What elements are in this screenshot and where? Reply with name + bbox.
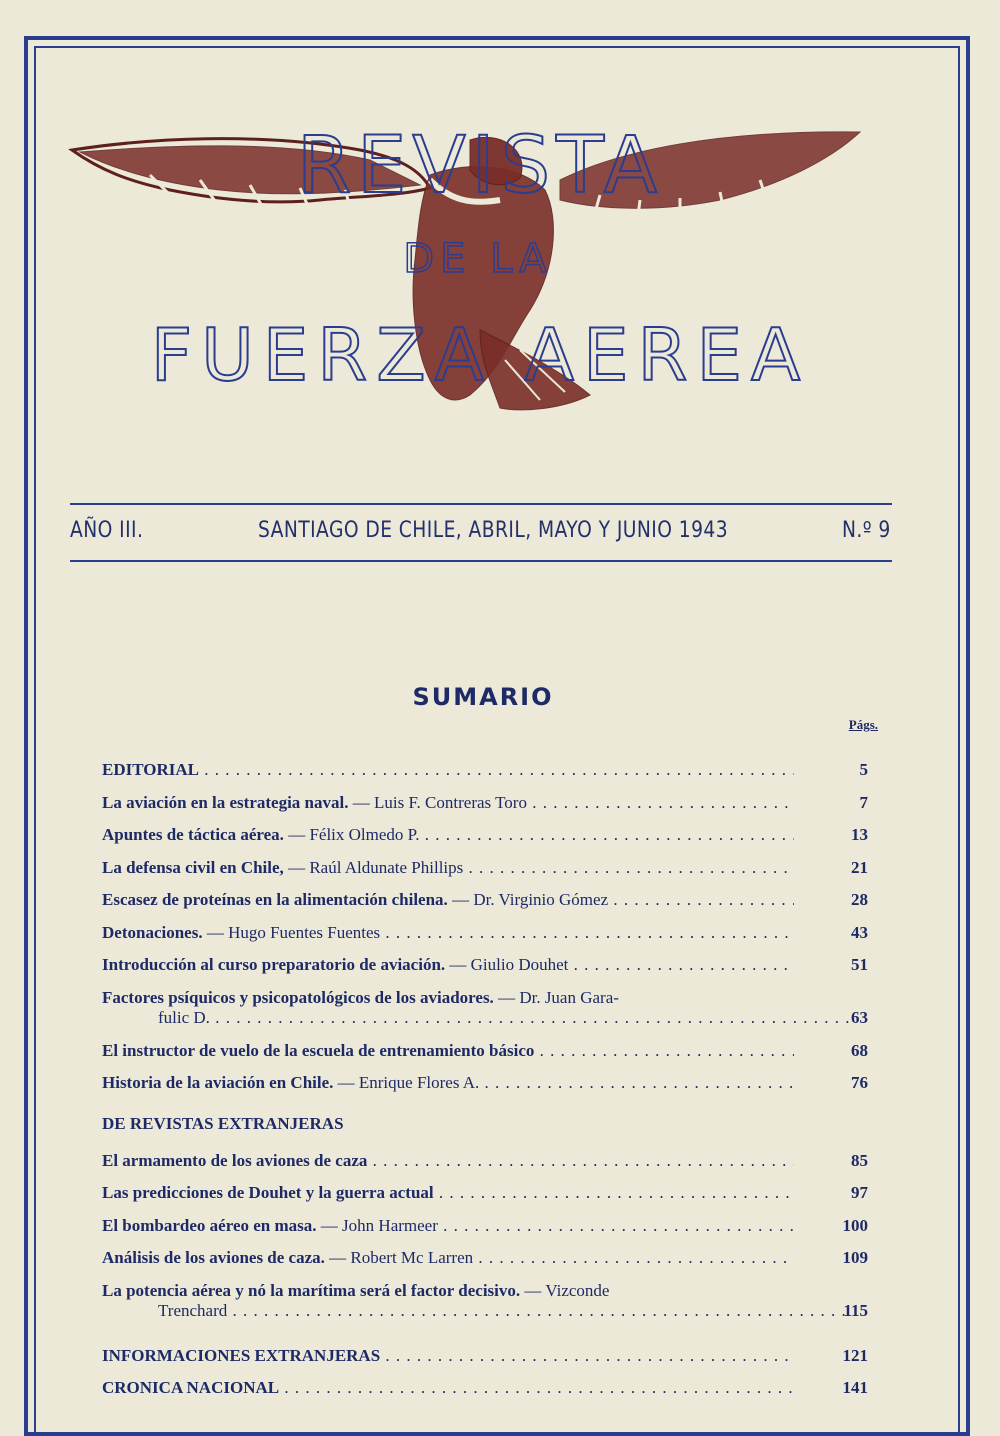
toc-entry-text (102, 1073, 794, 1093)
toc-entry-page: 100 (842, 1215, 868, 1235)
rule-top (70, 503, 892, 505)
rule-bottom (70, 560, 892, 562)
toc-entry-text (102, 1346, 794, 1366)
toc-entry-title: Análisis de los aviones de caza. (102, 1248, 325, 1267)
toc-entry-cont-text (102, 1008, 850, 1028)
toc-entry-page: 51 (851, 955, 868, 974)
toc-entry (102, 760, 892, 786)
toc-entry-text (102, 858, 794, 878)
toc-entry-title: EDITORIAL (102, 760, 199, 779)
toc-entry-author: — John Harmeer (316, 1215, 438, 1235)
toc-entry-text (102, 1248, 794, 1268)
toc-entry-cont: fulic D. (158, 1007, 210, 1027)
toc-entry-page: 76 (851, 1073, 868, 1092)
toc-entry-title: Historia de la aviación en Chile. (102, 1073, 334, 1092)
toc-entry-page: 13 (851, 825, 868, 844)
toc-entry-text (102, 890, 794, 910)
toc-entry-author: — Luis F. Contreras Toro (348, 792, 527, 812)
toc-entry-page: 85 (851, 1150, 868, 1170)
toc-entry-title: La aviación en la estrategia naval. (102, 792, 349, 812)
toc-entry-page: 43 (851, 922, 868, 942)
toc-entry-page: 21 (851, 857, 868, 877)
toc-entry-author: — Félix Olmedo P. (283, 825, 420, 844)
toc-entry (102, 1248, 892, 1274)
toc-entry-author: — Enrique Flores A. (333, 1073, 480, 1092)
toc-entry-text (102, 793, 794, 813)
masthead-word-de-la: DE LA (403, 236, 553, 282)
issue-number: N.º 9 (842, 518, 891, 543)
toc-entry-title: Las predicciones de Douhet y la guerra actual (102, 1183, 434, 1202)
toc-entry-title: El armamento de los aviones de caza (102, 1150, 368, 1170)
toc-entry-title: El bombardeo aéreo en masa. (102, 1215, 317, 1235)
toc-entry-text (102, 1281, 794, 1301)
toc-entry-title: INFORMACIONES EXTRANJERAS (102, 1345, 381, 1365)
toc-entry-page: 63 (851, 1007, 868, 1027)
toc-entry (102, 923, 892, 949)
toc-entry-page: 115 (843, 1300, 868, 1320)
toc-entry (102, 858, 892, 884)
toc-entry (102, 1346, 892, 1372)
toc-entry-page: 141 (842, 1378, 868, 1397)
toc-entry-author: — Dr. Juan Gara- (493, 987, 619, 1007)
toc-entry-page: 68 (851, 1040, 868, 1060)
masthead (0, 0, 1000, 470)
toc-entry-text (102, 923, 794, 943)
toc-entry-page: 7 (859, 792, 868, 812)
toc-entry (102, 1041, 892, 1067)
toc-entry-page: 121 (842, 1345, 868, 1365)
toc-entry-title: La defensa civil en Chile, (102, 857, 284, 877)
toc-entry (102, 1151, 892, 1177)
issue-place-date: SANTIAGO DE CHILE, ABRIL, MAYO Y JUNIO 1943 (258, 518, 729, 543)
toc-entry-text (102, 1378, 794, 1398)
toc-entry-title: CRONICA NACIONAL (102, 1378, 280, 1397)
toc-entry-page: 109 (842, 1248, 868, 1267)
toc-entry-author: — Giulio Douhet (445, 955, 569, 974)
toc-entry-cont-text (102, 1301, 850, 1321)
issue-year: AÑO III. (70, 518, 144, 543)
toc-entry-author: — Vizconde (520, 1280, 610, 1300)
masthead-word-revista: REVISTA (296, 121, 664, 211)
toc-entry-text (102, 1041, 794, 1061)
toc-entry-author: — Dr. Virginio Gómez (447, 890, 609, 909)
toc-entry-text (102, 988, 794, 1008)
section-heading-text: DE REVISTAS EXTRANJERAS (102, 1113, 344, 1133)
section-heading-foreign-magazines (102, 1114, 892, 1140)
sumario-title: SUMARIO (412, 683, 554, 711)
toc-entry-author: — Raúl Aldunate Phillips (283, 857, 464, 877)
toc-entry-continuation (102, 1301, 892, 1327)
toc-entry (102, 1073, 892, 1099)
toc-entry-title: Apuntes de táctica aérea. (102, 825, 284, 844)
toc-entry (102, 890, 892, 916)
toc-entry-title: Factores psíquicos y psicopatológicos de los aviadores. (102, 987, 494, 1007)
toc-entry-title: El instructor de vuelo de la escuela de entrenamiento básico (102, 1040, 535, 1060)
toc-entry-text (102, 955, 794, 975)
toc-entry-text (102, 1216, 794, 1236)
toc-entry-page: 97 (851, 1183, 868, 1202)
issue-line (70, 512, 892, 552)
toc-entry-cont: Trenchard (158, 1300, 228, 1320)
toc-entry-title: La potencia aérea y nó la marítima será el factor decisivo. (102, 1280, 521, 1300)
toc-entry-page: 5 (859, 760, 868, 779)
toc-entry-text (102, 825, 794, 845)
toc-entry-page: 28 (851, 890, 868, 909)
toc-entry (102, 1216, 892, 1242)
toc-entry-title: Introducción al curso preparatorio de aviación. (102, 955, 446, 974)
toc-entry-text (102, 1183, 794, 1203)
pags-label: Págs. (848, 717, 878, 732)
toc-entry (102, 1183, 892, 1209)
toc-entry (102, 825, 892, 851)
toc-entry-title: Detonaciones. (102, 922, 203, 942)
toc-entry (102, 793, 892, 819)
toc-entry-continuation (102, 1008, 892, 1034)
toc-entry-author: — Robert Mc Larren (324, 1248, 474, 1267)
toc-entry-author: — Hugo Fuentes Fuentes (202, 922, 381, 942)
toc-entry (102, 1378, 892, 1404)
toc-entry-text (102, 1151, 794, 1171)
toc-entry (102, 955, 892, 981)
toc-entry-text (102, 760, 794, 780)
masthead-word-fuerza-aerea: FUERZA AEREA (150, 313, 810, 397)
toc-entry-title: Escasez de proteínas en la alimentación chilena. (102, 890, 448, 909)
